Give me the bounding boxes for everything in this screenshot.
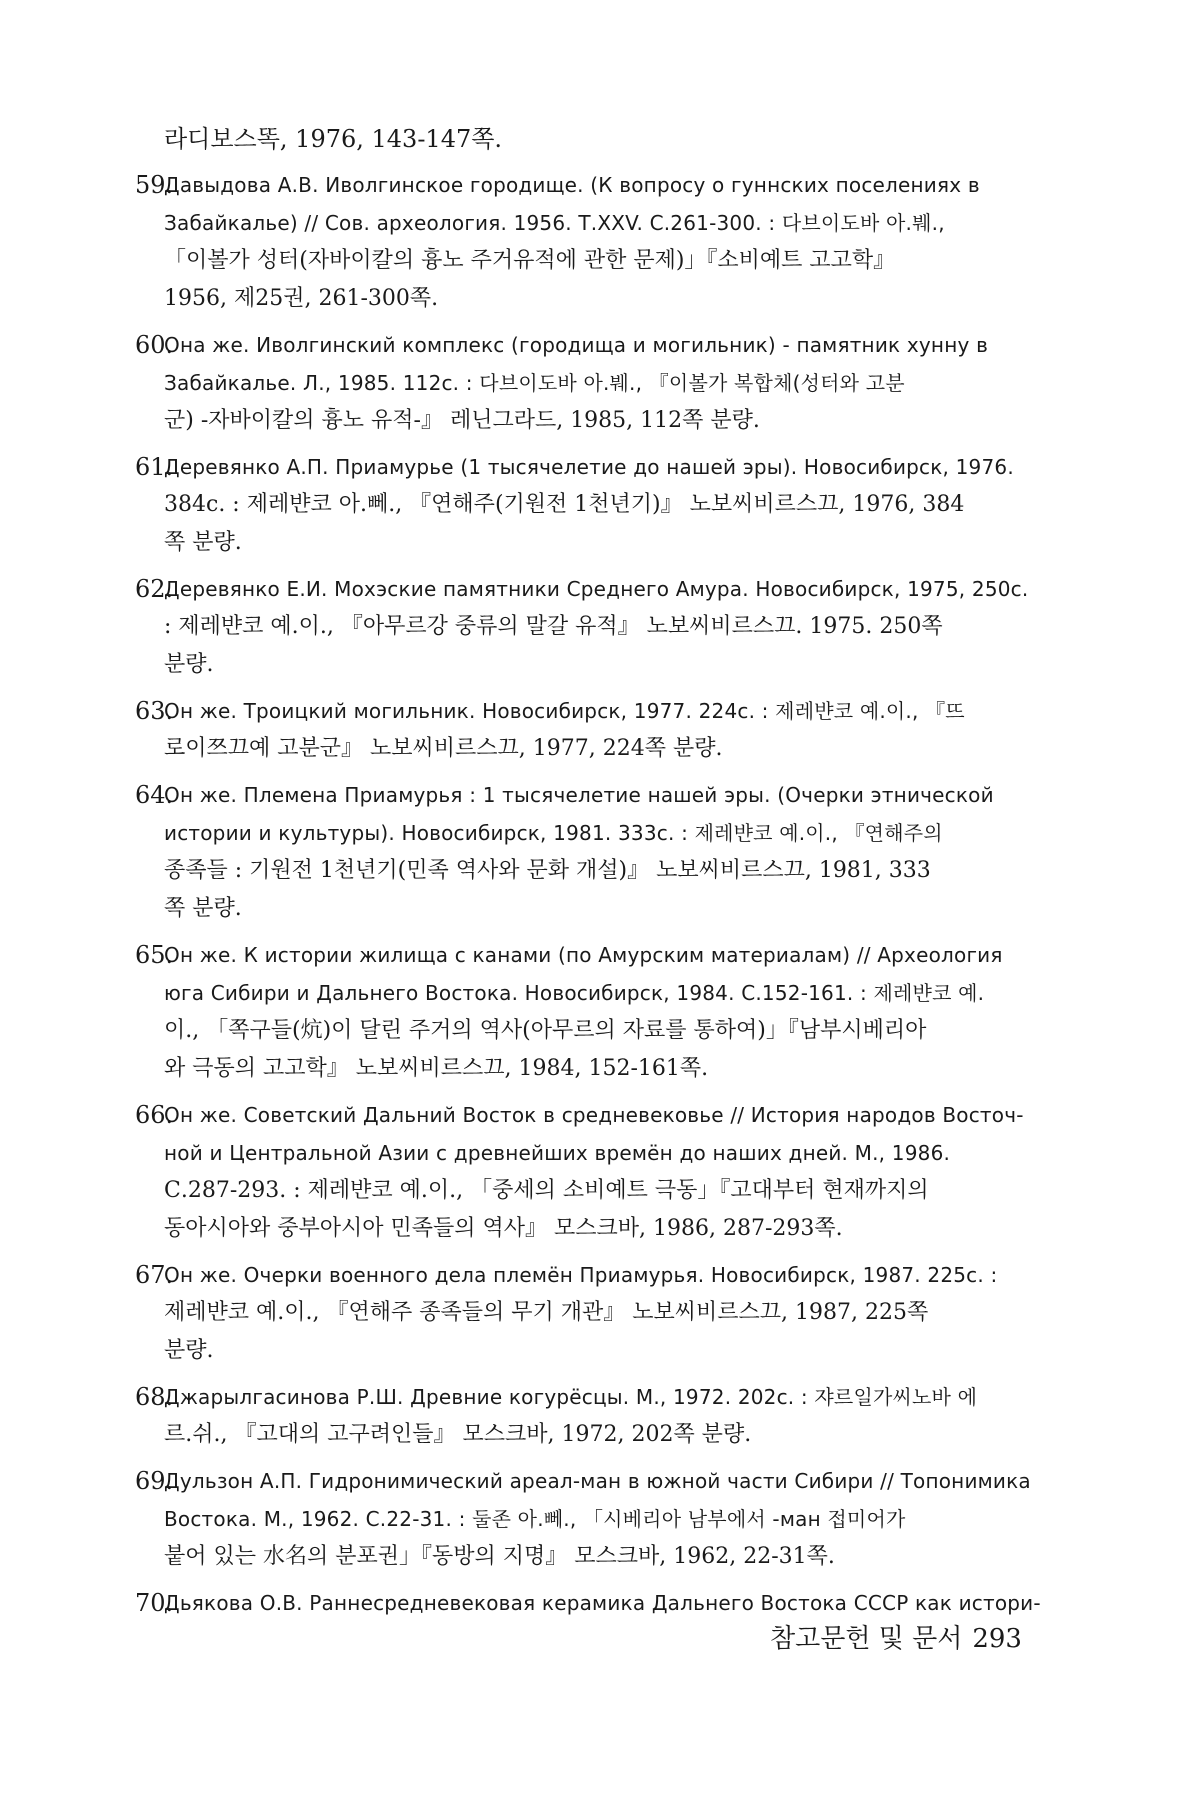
- entry-line: : 제레뱐코 예.이., 『아무르강 중류의 말갈 유적』 노보씨비르스끄. 1975. 250쪽: [164, 614, 943, 639]
- entry-line: 이., 「쪽구들(炕)이 달린 주거의 역사(아무르의 자료를 통하여)」『남부시베리아: [164, 1018, 927, 1043]
- page-footer: [770, 1618, 1022, 1655]
- entry-line: Он же. Советский Дальний Восток в средневековье // История народов Восточ-: [164, 1103, 1024, 1127]
- entry-line: Дульзон А.П. Гидронимический ареал-ман в южной части Сибири // Топонимика: [164, 1469, 1031, 1493]
- entry-line: 1956, 제25권, 261-300쪽.: [164, 286, 439, 311]
- bibliography-entry: [135, 776, 1080, 928]
- entry-line: 제레뱐코 예.이., 『연해주 종족들의 무기 개관』 노보씨비르스끄, 1987, 225쪽: [164, 1300, 929, 1325]
- entry-line: истории и культуры). Новосибирск, 1981. 333с. : 제레뱐코 예.이., 『연해주의: [164, 821, 943, 845]
- entry-line: Давыдова А.В. Иволгинское городище. (К вопросу о гуннских поселениях в: [164, 173, 980, 197]
- bibliography-entry: [135, 166, 1080, 318]
- entry-line: 군) -자바이칼의 흉노 유적-』 레닌그라드, 1985, 112쪽 분량.: [164, 408, 760, 433]
- entry-line: 「이볼가 성터(자바이칼의 흉노 주거유적에 관한 문제)」『소비예트 고고학』: [164, 248, 896, 273]
- entry-number: 60.: [135, 331, 174, 359]
- entry-line: Востока. М., 1962. С.22-31. : 둘존 아.뻬., 「시베리아 남부에서 -ман 접미어가: [164, 1507, 906, 1531]
- bibliography-entry: [135, 1096, 1080, 1248]
- bibliography-entry: [135, 1462, 1080, 1576]
- entry-line: Дьякова О.В. Раннесредневековая керамика Дальнего Востока СССР как истори-: [164, 1591, 1041, 1615]
- entry-line: 로이쯔끄예 고분군』 노보씨비르스끄, 1977, 224쪽 분량.: [164, 736, 723, 761]
- entry-line: 쪽 분량.: [164, 530, 242, 555]
- entry-line: Он же. Очерки военного дела племён Приамурья. Новосибирск, 1987. 225с. :: [164, 1263, 998, 1287]
- bibliography-entry: [135, 936, 1080, 1088]
- entry-number: 59.: [135, 171, 174, 199]
- entry-number: 61.: [135, 453, 174, 481]
- entry-number: 67.: [135, 1261, 174, 1289]
- entry-number: 65.: [135, 941, 174, 969]
- bibliography-entry: [135, 448, 1080, 562]
- entry-number: 70.: [135, 1589, 174, 1617]
- entry-line: ной и Центральной Азии с древнейших времён до наших дней. М., 1986.: [164, 1141, 951, 1165]
- entry-line: С.287-293. : 제레뱐코 예.이., 「중세의 소비예트 극동」『고대부터 현재까지의: [164, 1178, 929, 1203]
- entry-number: 64.: [135, 781, 174, 809]
- entry-line: Забайкалье. Л., 1985. 112с. : 다브이도바 아.붸., 『이볼가 복합체(성터와 고분: [164, 371, 905, 395]
- entry-line: Деревянко А.П. Приамурье (1 тысячелетие до нашей эры). Новосибирск, 1976.: [164, 455, 1014, 479]
- page-number: 293: [972, 1624, 1022, 1654]
- bibliography-list: [135, 120, 1080, 1630]
- entry-line: Забайкалье) // Сов. археология. 1956. Т.XXV. С.261-300. : 다브이도바 아.붸.,: [164, 211, 945, 235]
- entry-number: 69.: [135, 1467, 174, 1495]
- entry-number: 63.: [135, 697, 174, 725]
- entry-line: 붙어 있는 水名의 분포권」『동방의 지명』 모스크바, 1962, 22-31쪽.: [164, 1544, 835, 1569]
- entry-line: 분량.: [164, 1338, 214, 1363]
- entry-line: 동아시아와 중부아시아 민족들의 역사』 모스크바, 1986, 287-293쪽.: [164, 1216, 843, 1241]
- continued-entry-line: 라디보스똑, 1976, 143-147쪽.: [164, 125, 503, 153]
- bibliography-entry: [135, 1584, 1080, 1622]
- entry-number: 66.: [135, 1101, 174, 1129]
- entry-line: 분량.: [164, 652, 214, 677]
- entry-line: 와 극동의 고고학』 노보씨비르스끄, 1984, 152-161쪽.: [164, 1056, 709, 1081]
- entry-number: 68.: [135, 1383, 174, 1411]
- entry-line: 르.쉬., 『고대의 고구려인들』 모스크바, 1972, 202쪽 분량.: [164, 1422, 752, 1447]
- entry-number: 62.: [135, 575, 174, 603]
- bibliography-entry: [135, 326, 1080, 440]
- bibliography-entry: [135, 1378, 1080, 1454]
- entry-line: 종족들 : 기원전 1천년기(민족 역사와 문화 개설)』 노보씨비르스끄, 1981, 333: [164, 858, 931, 883]
- entry-line: Деревянко Е.И. Мохэские памятники Среднего Амура. Новосибирск, 1975, 250с.: [164, 577, 1029, 601]
- footer-section-title: 참고문헌 및 문서: [770, 1624, 963, 1654]
- entry-line: Он же. Троицкий могильник. Новосибирск, 1977. 224с. : 제레뱐코 예.이., 『뜨: [164, 699, 965, 723]
- bibliography-entry: [135, 570, 1080, 684]
- bibliography-entry: [135, 1256, 1080, 1370]
- entry-line: 384с. : 제레뱐코 아.뻬., 『연해주(기원전 1천년기)』 노보씨비르스끄, 1976, 384: [164, 492, 965, 517]
- entry-line: юга Сибири и Дальнего Востока. Новосибирск, 1984. С.152-161. : 제레뱐코 예.: [164, 981, 985, 1005]
- entry-line: Джарылгасинова Р.Ш. Древние когурёсцы. М., 1972. 202с. : 쟈르일가씨노바 에: [164, 1385, 978, 1409]
- entry-line: Он же. К истории жилища с канами (по Амурским материалам) // Археология: [164, 943, 1003, 967]
- entry-line: Он же. Племена Приамурья : 1 тысячелетие нашей эры. (Очерки этнической: [164, 783, 994, 807]
- entry-line: 쪽 분량.: [164, 896, 242, 921]
- entry-line: Она же. Иволгинский комплекс (городища и могильник) - памятник хунну в: [164, 333, 989, 357]
- bibliography-entry: [135, 692, 1080, 768]
